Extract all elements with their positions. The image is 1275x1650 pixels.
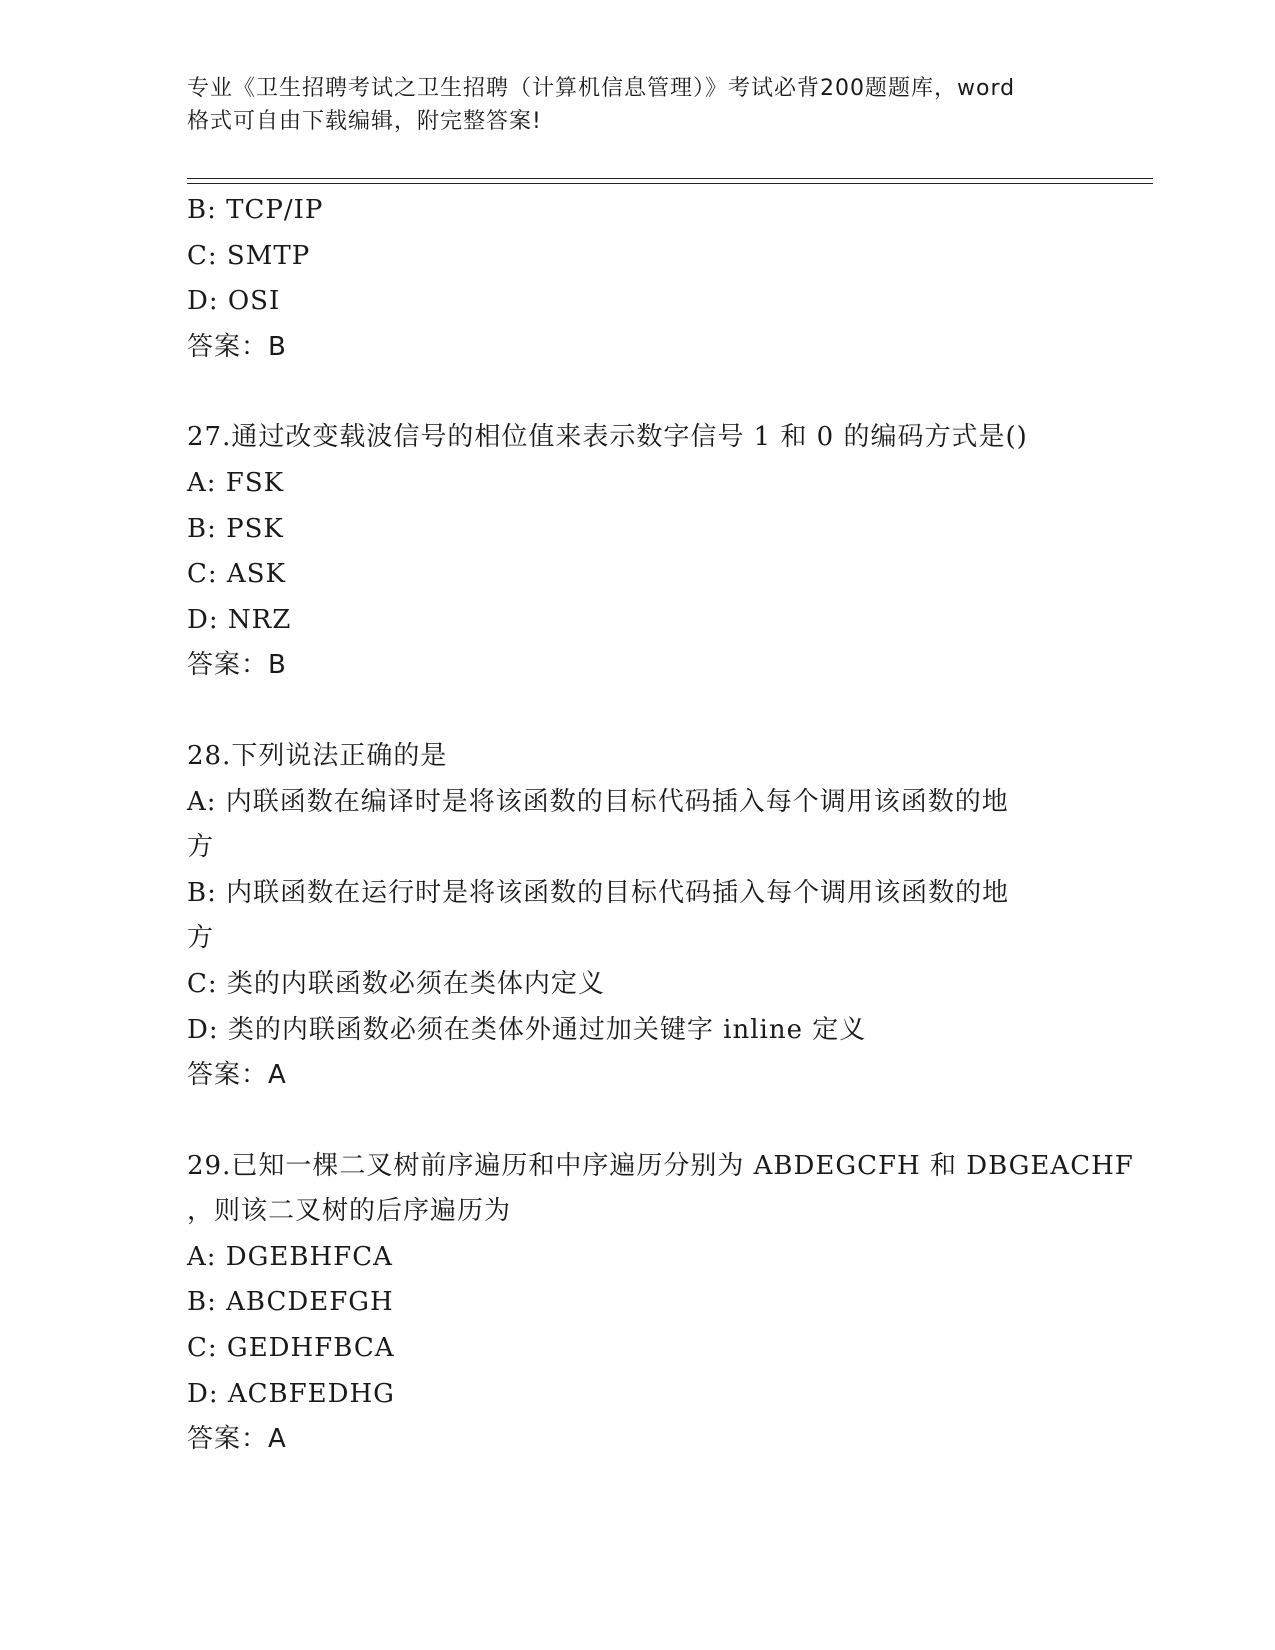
answer-line: 答案：B (187, 650, 287, 681)
option-d: D: OSI (187, 286, 281, 317)
option-b: B: PSK (187, 513, 284, 544)
question-text: 28.下列说法正确的是 (187, 740, 448, 771)
document-header (187, 72, 1087, 138)
option-a: A: 内联函数在编译时是将该函数的目标代码插入每个调用该函数的地 (187, 786, 1009, 817)
option-a-continued: 方 (187, 832, 215, 863)
question-text-continued: ，则该二叉树的后序遍历为 (187, 1196, 512, 1227)
document-content (187, 188, 1134, 1463)
question-text: 27.通过改变载波信号的相位值来表示数字信号 1 和 0 的编码方式是() (187, 422, 1028, 453)
option-b: B: TCP/IP (187, 195, 324, 225)
option-d: D: 类的内联函数必须在类体外通过加关键字 inline 定义 (187, 1014, 867, 1045)
spacer (187, 1099, 1087, 1144)
option-c: C: SMTP (187, 240, 311, 271)
spacer (187, 370, 1087, 415)
answer-line: 答案：A (187, 1424, 287, 1455)
option-b-continued: 方 (187, 923, 215, 954)
option-a: A: FSK (187, 467, 285, 498)
header-line-2: 格式可自由下载编辑，附完整答案! (187, 109, 542, 134)
question-text: 29.已知一棵二叉树前序遍历和中序遍历分别为 ABDEGCFH 和 DBGEACHF (187, 1150, 1134, 1181)
question-27 (187, 415, 1087, 689)
header-divider-top (187, 178, 1153, 179)
header-divider-bottom (187, 183, 1153, 184)
spacer (187, 689, 1087, 734)
option-a: A: DGEBHFCA (187, 1241, 393, 1272)
option-b: B: ABCDEFGH (187, 1287, 394, 1318)
option-c: C: ASK (187, 559, 286, 590)
header-line-1: 专业《卫生招聘考试之卫生招聘（计算机信息管理）》考试必背200题题库，word (187, 76, 1016, 101)
option-c: C: GEDHFBCA (187, 1333, 395, 1364)
option-d: D: NRZ (187, 604, 292, 635)
option-b: B: 内联函数在运行时是将该函数的目标代码插入每个调用该函数的地 (187, 877, 1010, 908)
answer-line: 答案：A (187, 1060, 287, 1091)
question-26 (187, 188, 1087, 370)
question-28 (187, 734, 1087, 1099)
answer-line: 答案：B (187, 331, 287, 362)
option-d: D: ACBFEDHG (187, 1378, 395, 1409)
option-c: C: 类的内联函数必须在类体内定义 (187, 968, 605, 999)
question-29 (187, 1144, 1134, 1463)
